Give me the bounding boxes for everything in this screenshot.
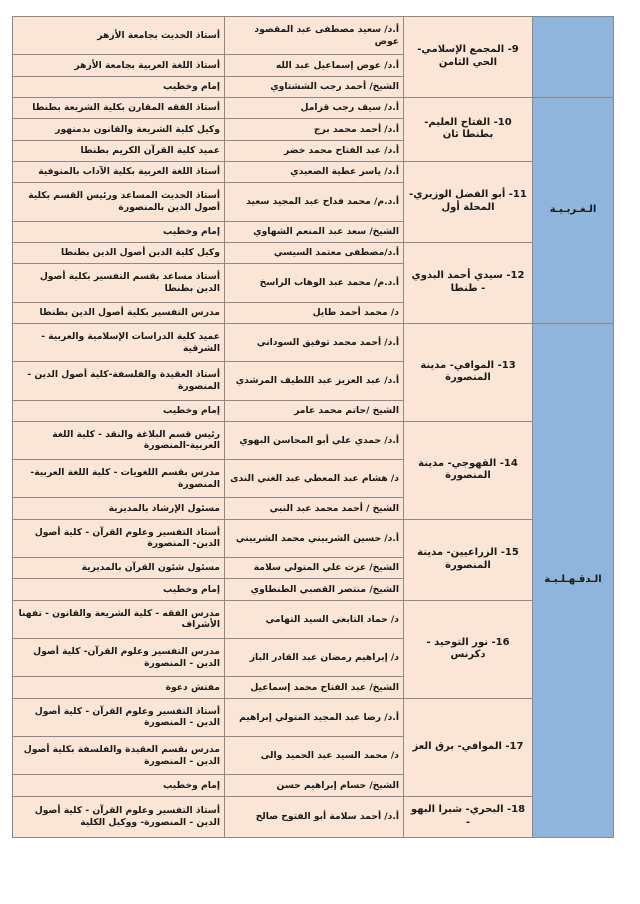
scholar-role-cell: وكيل كلية الشريعة والقانون بدمنهور (13, 119, 225, 140)
scholar-name-cell: أ.د/ عبد الفتاح محمد خضر (225, 140, 404, 161)
table-row (13, 796, 614, 837)
scholar-name-cell: أ.د/ سعيد مصطفى عبد المقصود عوض (225, 17, 404, 55)
scholar-name-cell: د/ هشام عبد المعطي عبد الغني الندى (225, 460, 404, 498)
mosque-cell: 16- نور التوحيد - دكرنس (404, 600, 533, 698)
mosque-schedule-table (12, 16, 614, 838)
mosque-cell: 9- المجمع الإسلامي- الحي الثامن (404, 17, 533, 98)
scholar-role-cell: إمام وخطيب (13, 221, 225, 242)
scholar-name-cell: أ.د/ عبد العزيز عبد اللطيف المرشدي (225, 362, 404, 400)
governorate-cell: الـدقـهـلـيـة (533, 323, 614, 837)
scholar-role-cell: أستاذ الحديث بجامعة الأزهر (13, 17, 225, 55)
scholar-role-cell: إمام وخطيب (13, 579, 225, 600)
scholar-name-cell: أ.د/ ياسر عطية الصعيدي (225, 162, 404, 183)
table-row (13, 698, 614, 736)
mosque-cell: 14- القهوجي- مدينة المنصورة (404, 421, 533, 519)
scholar-role-cell: مدرس التفسير وعلوم القرآن- كلية أصول الدين - المنصورة (13, 639, 225, 677)
scholar-role-cell: إمام وخطيب (13, 400, 225, 421)
scholar-role-cell: أستاذ الحديث المساعد ورئيس القسم بكلية أصول الدين بالمنصورة (13, 183, 225, 221)
scholar-role-cell: وكيل كلية الدين أصول الدين بطنطا (13, 242, 225, 263)
scholar-name-cell: أ.د/ حسين الشربيني محمد الشربيني (225, 519, 404, 557)
scholar-name-cell: أ.د/ سيف رجب قزامل (225, 97, 404, 118)
scholar-name-cell: الشيخ/ منتصر القصبي الطنطاوي (225, 579, 404, 600)
scholar-name-cell: أ.د/ عوض إسماعيل عبد الله (225, 55, 404, 76)
mosque-cell: 17- الموافي- برق العز (404, 698, 533, 796)
scholar-name-cell: الشيخ /حاتم محمد عامر (225, 400, 404, 421)
scholar-name-cell: أ.د/ رضا عبد المجيد المتولي إبراهيم (225, 698, 404, 736)
scholar-name-cell: الشيخ/ عزت علي المتولي سلامة (225, 558, 404, 579)
scholar-role-cell: عميد كلية الدراسات الإسلامية والعربية - الشرقية (13, 323, 225, 361)
scholar-name-cell: أ.د.م/ محمد فداح عبد المجيد سعيد (225, 183, 404, 221)
scholar-role-cell: مدرس بقسم اللغويات - كلية اللغة العربية- المنصورة (13, 460, 225, 498)
governorate-cell: الـغـربـيـة (533, 97, 614, 323)
scholar-role-cell: أستاذ اللغة العربية بكلية الآداب بالمنوفية (13, 162, 225, 183)
scholar-name-cell: الشيخ/ سعد عبد المنعم الشهاوي (225, 221, 404, 242)
table-row (13, 323, 614, 361)
table-row (13, 242, 614, 263)
table-row (13, 17, 614, 55)
scholar-name-cell: د/ محمد السيد عبد الحميد والى (225, 736, 404, 774)
scholar-role-cell: إمام وخطيب (13, 775, 225, 796)
mosque-cell: 18- البحري- شبرا البهو - (404, 796, 533, 837)
scholar-role-cell: مدرس التفسير بكلية أصول الدين بطنطا (13, 302, 225, 323)
scholar-name-cell: أ.د/مصطفى معتمد السيسي (225, 242, 404, 263)
scholar-name-cell: د/ محمد أحمد طايل (225, 302, 404, 323)
scholar-role-cell: أستاذ التفسير وعلوم القرآن - كلية أصول الدين- المنصورة (13, 519, 225, 557)
scholar-name-cell: د/ حماد التابعي السيد التهامي (225, 600, 404, 638)
scholar-role-cell: مفتش دعوة (13, 677, 225, 698)
scholar-name-cell: الشيخ/ أحمد رجب الششتاوي (225, 76, 404, 97)
scholar-name-cell: د/ إبراهيم رمضان عبد القادر الباز (225, 639, 404, 677)
mosque-cell: 10- الفتاح العليم- بطنطا ثان (404, 97, 533, 161)
scholar-role-cell: إمام وخطيب (13, 76, 225, 97)
scholar-name-cell: أ.د/ أحمد محمد برج (225, 119, 404, 140)
table-row (13, 421, 614, 459)
scholar-role-cell: عميد كلية القرآن الكريم بطنطا (13, 140, 225, 161)
scholar-role-cell: مسئول الإرشاد بالمديرية (13, 498, 225, 519)
scholar-role-cell: أستاذ اللغة العربية بجامعة الأزهر (13, 55, 225, 76)
mosque-cell: 15- الزراعيين- مدينة المنصورة (404, 519, 533, 600)
scholar-role-cell: أستاذ العقيدة والفلسفة-كلية أصول الدين - المنصورة (13, 362, 225, 400)
mosque-cell: 11- أبو الفضل الوزيري- المحلة أول (404, 162, 533, 243)
scholar-role-cell: أستاذ مساعد بقسم التفسير بكلية أصول الدين بطنطا (13, 264, 225, 302)
scholar-role-cell: أستاذ الفقه المقارن بكلية الشريعة بطنطا (13, 97, 225, 118)
governorate-cell (533, 17, 614, 98)
scholar-name-cell: الشيخ / أحمد محمد عبد النبي (225, 498, 404, 519)
scholar-role-cell: مسئول شئون القرآن بالمديرية (13, 558, 225, 579)
scholar-name-cell: أ.د/ أحمد سلامة أبو الفتوح صالح (225, 796, 404, 837)
table-row (13, 97, 614, 118)
table-row (13, 600, 614, 638)
scholar-name-cell: أ.د/ أحمد محمد توفيق السوداني (225, 323, 404, 361)
scholar-name-cell: أ.د/ حمدي علي أبو المحاسن البهوي (225, 421, 404, 459)
scholar-role-cell: رئيس قسم البلاغة والنقد - كلية اللغة العربية-المنصورة (13, 421, 225, 459)
scholar-name-cell: الشيخ/ حسام إبراهيم حسن (225, 775, 404, 796)
scholar-role-cell: مدرس الفقه - كلية الشريعة والقانون - تفهنا الأشراف (13, 600, 225, 638)
scholar-name-cell: الشيخ/ عبد الفتاح محمد إسماعيل (225, 677, 404, 698)
mosque-cell: 12- سيدي أحمد البدوي - طنطا (404, 242, 533, 323)
scholar-role-cell: مدرس بقسم العقيدة والفلسفة بكلية أصول الدين - المنصورة (13, 736, 225, 774)
table-row (13, 519, 614, 557)
scholar-name-cell: أ.د.م/ محمد عبد الوهاب الراسخ (225, 264, 404, 302)
mosque-cell: 13- الموافي- مدينة المنصورة (404, 323, 533, 421)
scholar-role-cell: أستاذ التفسير وعلوم القرآن - كلية أصول الدين - المنصورة- ووكيل الكلية (13, 796, 225, 837)
scholar-role-cell: أستاذ التفسير وعلوم القرآن - كلية أصول الدين - المنصورة (13, 698, 225, 736)
table-row (13, 162, 614, 183)
